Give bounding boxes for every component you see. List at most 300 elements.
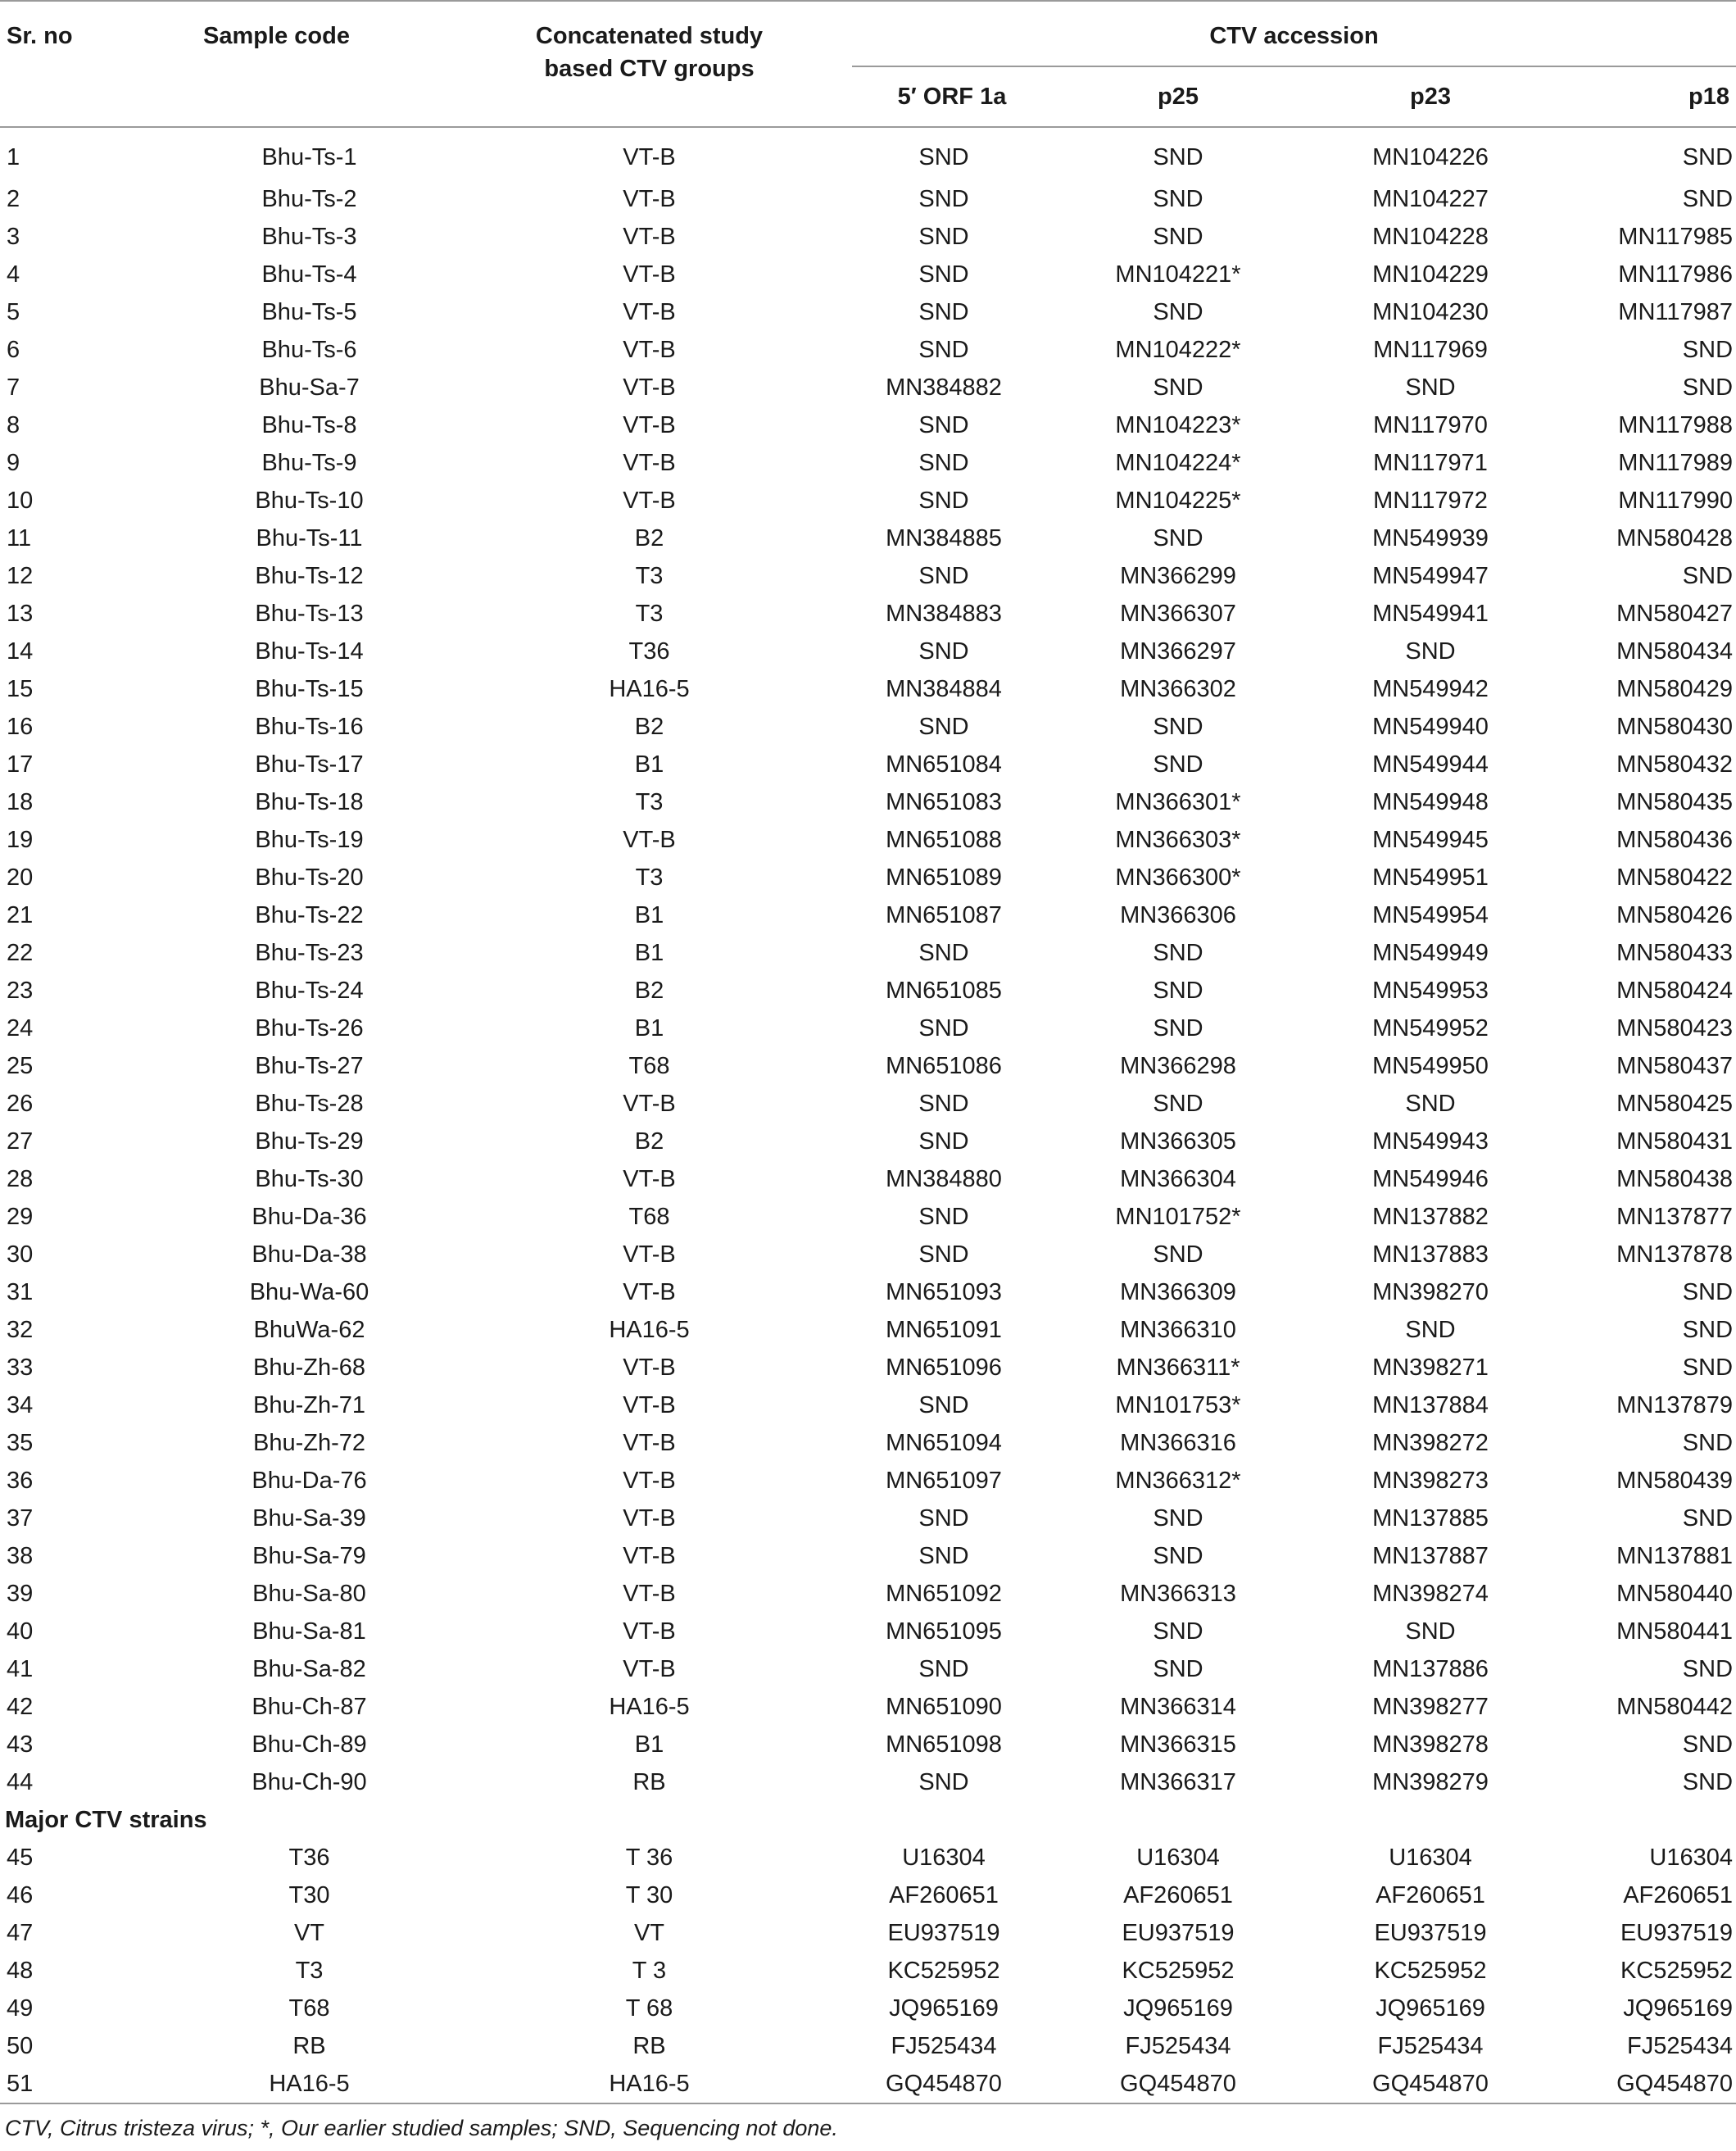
cell-sr-no: 26 [7, 1091, 34, 1117]
cell-sample-code: Bhu-Sa-39 [252, 1505, 366, 1532]
cell-ctv-group: VT-B [623, 1091, 676, 1117]
cell-p23: U16304 [1389, 1845, 1472, 1871]
cell-orf1a: MN651091 [886, 1317, 1002, 1343]
table-row [0, 1763, 1736, 1801]
cell-orf1a: MN651086 [886, 1053, 1002, 1079]
cell-p25: SND [1153, 1505, 1203, 1532]
cell-orf1a: SND [918, 337, 969, 363]
cell-p18: MN580439 [1616, 1468, 1734, 1494]
cell-orf1a: U16304 [902, 1845, 986, 1871]
table-row [0, 670, 1736, 708]
table-row [0, 708, 1736, 746]
table-row [0, 934, 1736, 972]
cell-p25: MN104224* [1115, 450, 1241, 476]
cell-p23: MN549952 [1372, 1015, 1489, 1041]
cell-p25: MN366300* [1115, 864, 1241, 891]
cell-sr-no: 48 [7, 1958, 34, 1984]
cell-ctv-group: B1 [634, 940, 664, 966]
cell-p25: SND [1153, 978, 1203, 1004]
cell-p23: MN117971 [1373, 450, 1488, 476]
cell-sample-code: T68 [288, 1995, 330, 2022]
cell-orf1a: MN651088 [886, 827, 1002, 853]
cell-sr-no: 43 [7, 1731, 34, 1758]
cell-sr-no: 47 [7, 1920, 34, 1946]
cell-p18: SND [1682, 1769, 1734, 1795]
cell-orf1a: MN651085 [886, 978, 1002, 1004]
cell-p23: MN549951 [1372, 864, 1489, 891]
cell-p23: MN549939 [1372, 525, 1489, 551]
cell-ctv-group: VT-B [623, 1581, 676, 1607]
cell-p23: SND [1405, 1618, 1456, 1645]
cell-p18: FJ525434 [1627, 2033, 1734, 2059]
cell-p25: MN101752* [1115, 1204, 1241, 1230]
cell-p18: SND [1682, 1355, 1734, 1381]
table-row [0, 2065, 1736, 2103]
cell-p23: MN549944 [1372, 751, 1489, 778]
cell-p23: MN398270 [1372, 1279, 1489, 1305]
cell-orf1a: MN651093 [886, 1279, 1002, 1305]
cell-p25: MN366301* [1115, 789, 1241, 815]
cell-orf1a: MN651094 [886, 1430, 1002, 1456]
table-row [0, 1537, 1736, 1575]
cell-sr-no: 36 [7, 1468, 34, 1494]
cell-p23: MN137883 [1372, 1241, 1489, 1268]
cell-sample-code: Bhu-Ts-24 [255, 978, 364, 1004]
cell-sample-code: Bhu-Sa-80 [252, 1581, 366, 1607]
cell-p18: MN137877 [1616, 1204, 1734, 1230]
cell-p25: SND [1153, 1656, 1203, 1682]
cell-p25: SND [1153, 299, 1203, 325]
cell-orf1a: SND [918, 1091, 969, 1117]
cell-p25: SND [1153, 374, 1203, 401]
table-row [0, 1386, 1736, 1424]
table-row [0, 1085, 1736, 1123]
table-body [0, 127, 1736, 2103]
table-row [0, 293, 1736, 331]
cell-p25: MN366307 [1120, 601, 1236, 627]
cell-p25: MN104223* [1115, 412, 1241, 438]
table-row [0, 2027, 1736, 2065]
cell-sample-code: Bhu-Ts-2 [261, 186, 357, 212]
header-orf1a: 5′ ORF 1a [897, 84, 1007, 110]
cell-sample-code: Bhu-Ts-14 [255, 638, 364, 665]
cell-p23: MN398277 [1372, 1694, 1489, 1720]
table-row [0, 1236, 1736, 1273]
cell-sr-no: 37 [7, 1505, 34, 1532]
cell-p18: MN580433 [1616, 940, 1734, 966]
table-row [0, 1876, 1736, 1914]
cell-p25: JQ965169 [1123, 1995, 1233, 2022]
cell-p18: MN580429 [1616, 676, 1734, 702]
cell-ctv-group: T3 [635, 601, 664, 627]
cell-sr-no: 8 [7, 412, 20, 438]
header-p23: p23 [1410, 84, 1451, 110]
cell-sample-code: Bhu-Ts-23 [255, 940, 364, 966]
cell-orf1a: MN651083 [886, 789, 1002, 815]
cell-sr-no: 31 [7, 1279, 34, 1305]
header-ctv-groups-line1: Concatenated study [535, 23, 764, 49]
cell-sample-code: Bhu-Ts-8 [261, 412, 357, 438]
cell-sr-no: 22 [7, 940, 34, 966]
cell-p25: SND [1153, 1015, 1203, 1041]
cell-p18: SND [1682, 1279, 1734, 1305]
cell-ctv-group: VT-B [623, 488, 676, 514]
cell-p18: MN580432 [1616, 751, 1734, 778]
header-ctv-groups-line2: based CTV groups [544, 56, 755, 82]
table-row [0, 180, 1736, 218]
cell-ctv-group: T 3 [632, 1958, 667, 1984]
cell-p25: SND [1153, 940, 1203, 966]
cell-p23: MN549949 [1372, 940, 1489, 966]
cell-p18: MN117988 [1618, 412, 1734, 438]
table-header [0, 1, 1736, 127]
cell-p23: FJ525434 [1377, 2033, 1484, 2059]
cell-p18: AF260651 [1623, 1882, 1734, 1908]
cell-orf1a: SND [918, 1543, 969, 1569]
cell-orf1a: SND [918, 1015, 969, 1041]
header-ctv-groups [446, 1, 852, 127]
cell-ctv-group: T3 [635, 864, 664, 891]
section-title: Major CTV strains [5, 1807, 207, 1833]
cell-ctv-group: VT-B [623, 1618, 676, 1645]
cell-sr-no: 16 [7, 714, 34, 740]
cell-sample-code: Bhu-Ts-11 [256, 525, 363, 551]
table-row [0, 896, 1736, 934]
cell-p25: SND [1153, 751, 1203, 778]
cell-p23: MN104229 [1372, 261, 1489, 288]
cell-p25: MN366302 [1120, 676, 1236, 702]
cell-p18: SND [1682, 1430, 1734, 1456]
table-row [0, 1500, 1736, 1537]
cell-sr-no: 14 [7, 638, 34, 665]
cell-p18: MN580440 [1616, 1581, 1734, 1607]
table-row [0, 369, 1736, 406]
cell-sr-no: 2 [7, 186, 20, 212]
cell-p18: SND [1682, 374, 1734, 401]
cell-p23: SND [1405, 1317, 1456, 1343]
cell-p18: MN580434 [1616, 638, 1734, 665]
cell-p18: MN117986 [1618, 261, 1734, 288]
cell-ctv-group: B2 [634, 1128, 664, 1155]
cell-p18: EU937519 [1620, 1920, 1734, 1946]
cell-p25: MN366312* [1115, 1468, 1241, 1494]
cell-orf1a: MN651092 [886, 1581, 1002, 1607]
table-row [0, 1650, 1736, 1688]
cell-sr-no: 7 [7, 374, 20, 401]
cell-ctv-group: T 36 [625, 1845, 673, 1871]
cell-p18: MN580435 [1616, 789, 1734, 815]
cell-p25: SND [1153, 186, 1203, 212]
cell-p25: U16304 [1136, 1845, 1220, 1871]
cell-p25: MN366306 [1120, 902, 1236, 928]
cell-sample-code: Bhu-Sa-7 [259, 374, 360, 401]
cell-orf1a: MN651087 [886, 902, 1002, 928]
cell-sr-no: 30 [7, 1241, 34, 1268]
cell-p18: MN580422 [1616, 864, 1734, 891]
cell-ctv-group: VT-B [623, 1543, 676, 1569]
header-p18: p18 [1688, 84, 1730, 110]
cell-p23: MN104227 [1372, 186, 1489, 212]
cell-sr-no: 50 [7, 2033, 34, 2059]
cell-ctv-group: VT-B [623, 186, 676, 212]
cell-p23: MN117969 [1373, 337, 1488, 363]
cell-ctv-group: VT-B [623, 1656, 676, 1682]
table-row [0, 972, 1736, 1010]
cell-ctv-group: RB [632, 2033, 666, 2059]
cell-p23: SND [1405, 1091, 1456, 1117]
table-row [0, 444, 1736, 482]
cell-p25: MN366314 [1120, 1694, 1236, 1720]
cell-p25: MN366316 [1120, 1430, 1236, 1456]
table-row [0, 1123, 1736, 1160]
cell-p23: MN398279 [1372, 1769, 1489, 1795]
cell-sr-no: 5 [7, 299, 20, 325]
cell-p25: SND [1153, 1543, 1203, 1569]
cell-ctv-group: B1 [634, 751, 664, 778]
cell-ctv-group: HA16-5 [609, 1694, 690, 1720]
table-row [0, 1613, 1736, 1650]
cell-sample-code: Bhu-Ts-16 [255, 714, 364, 740]
cell-sample-code: T3 [295, 1958, 324, 1984]
cell-orf1a: MN651098 [886, 1731, 1002, 1758]
cell-orf1a: SND [918, 1241, 969, 1268]
cell-p25: SND [1153, 1091, 1203, 1117]
cell-p25: MN104225* [1115, 488, 1241, 514]
cell-p23: SND [1405, 374, 1456, 401]
cell-orf1a: SND [918, 563, 969, 589]
cell-sr-no: 32 [7, 1317, 34, 1343]
cell-sample-code: Bhu-Ts-6 [261, 337, 357, 363]
cell-p18: SND [1682, 337, 1734, 363]
cell-sample-code: BhuWa-62 [253, 1317, 365, 1343]
table-row [0, 1160, 1736, 1198]
cell-ctv-group: VT-B [623, 224, 676, 250]
table-row [0, 1952, 1736, 1990]
cell-orf1a: SND [918, 638, 969, 665]
cell-p23: MN549941 [1372, 601, 1489, 627]
cell-p23: MN137882 [1372, 1204, 1489, 1230]
cell-sr-no: 39 [7, 1581, 34, 1607]
cell-sample-code: Bhu-Ch-89 [252, 1731, 367, 1758]
cell-p23: MN398272 [1372, 1430, 1489, 1456]
cell-sample-code: Bhu-Ts-10 [255, 488, 364, 514]
cell-sample-code: Bhu-Ts-13 [255, 601, 364, 627]
cell-sr-no: 23 [7, 978, 34, 1004]
cell-orf1a: SND [918, 144, 969, 170]
cell-p25: SND [1153, 1241, 1203, 1268]
cell-p25: MN366299 [1120, 563, 1236, 589]
cell-sr-no: 27 [7, 1128, 34, 1155]
cell-p25: MN366311* [1116, 1355, 1240, 1381]
cell-p25: SND [1153, 1618, 1203, 1645]
cell-orf1a: SND [918, 1204, 969, 1230]
table-row [0, 1047, 1736, 1085]
cell-orf1a: SND [918, 224, 969, 250]
cell-p23: KC525952 [1374, 1958, 1487, 1984]
cell-sr-no: 45 [7, 1845, 34, 1871]
cell-ctv-group: RB [632, 1769, 666, 1795]
cell-sample-code: Bhu-Ts-29 [255, 1128, 364, 1155]
cell-p23: SND [1405, 638, 1456, 665]
table-row [0, 1311, 1736, 1349]
cell-sr-no: 25 [7, 1053, 34, 1079]
cell-p18: MN580425 [1616, 1091, 1734, 1117]
cell-p18: MN117985 [1618, 224, 1734, 250]
section-row [0, 1801, 1736, 1839]
cell-p23: MN549954 [1372, 902, 1489, 928]
table-row [0, 1273, 1736, 1311]
cell-p18: GQ454870 [1557, 2065, 1736, 2103]
cell-ctv-group: VT-B [623, 1468, 676, 1494]
cell-ctv-group: HA16-5 [446, 2065, 852, 2103]
cell-p23: MN549942 [1372, 676, 1489, 702]
cell-sample-code: Bhu-Zh-68 [252, 1355, 365, 1381]
cell-p18: KC525952 [1620, 1958, 1734, 1984]
cell-ctv-group: B2 [634, 714, 664, 740]
cell-p25: SND [1153, 525, 1203, 551]
cell-ctv-group: VT-B [623, 827, 676, 853]
cell-sr-no: 15 [7, 676, 34, 702]
cell-ctv-group: VT-B [623, 1392, 676, 1418]
cell-p23: MN117972 [1373, 488, 1488, 514]
cell-ctv-group: T 30 [625, 1882, 673, 1908]
cell-p18: MN580441 [1616, 1618, 1734, 1645]
cell-orf1a: SND [918, 412, 969, 438]
table-row [0, 1462, 1736, 1500]
cell-sample-code: Bhu-Da-76 [252, 1468, 367, 1494]
cell-orf1a: MN651096 [886, 1355, 1002, 1381]
table-row [0, 520, 1736, 557]
cell-sr-no: 9 [7, 450, 20, 476]
cell-sample-code: Bhu-Sa-81 [252, 1618, 366, 1645]
cell-ctv-group: VT [633, 1920, 665, 1946]
cell-ctv-group: VT-B [623, 1241, 676, 1268]
cell-sample-code: Bhu-Da-38 [252, 1241, 367, 1268]
cell-ctv-group: VT-B [623, 450, 676, 476]
cell-sample-code: Bhu-Zh-71 [252, 1392, 365, 1418]
cell-orf1a: MN651095 [886, 1618, 1002, 1645]
cell-p25: MN104221* [1115, 261, 1241, 288]
cell-p18: SND [1682, 563, 1734, 589]
cell-ctv-group: T68 [628, 1204, 670, 1230]
cell-p25: MN366317 [1120, 1769, 1236, 1795]
cell-p18: MN580442 [1616, 1694, 1734, 1720]
cell-p18: MN580424 [1616, 978, 1734, 1004]
cell-p18: MN580431 [1616, 1128, 1734, 1155]
cell-sr-no: 46 [7, 1882, 34, 1908]
cell-orf1a: SND [918, 261, 969, 288]
cell-sr-no: 49 [7, 1995, 34, 2022]
cell-p23: MN104230 [1372, 299, 1489, 325]
cell-ctv-group: B1 [634, 1015, 664, 1041]
cell-p23: MN137887 [1372, 1543, 1489, 1569]
cell-p25: MN366315 [1120, 1731, 1236, 1758]
cell-p18: MN580430 [1616, 714, 1734, 740]
cell-orf1a: EU937519 [887, 1920, 1000, 1946]
table-row [0, 256, 1736, 293]
cell-p18: MN117987 [1618, 299, 1734, 325]
table-row [0, 859, 1736, 896]
cell-sample-code: Bhu-Ts-30 [255, 1166, 364, 1192]
cell-p23: MN549940 [1372, 714, 1489, 740]
cell-p18: MN117989 [1618, 450, 1734, 476]
cell-p25: MN104222* [1115, 337, 1241, 363]
table-row [0, 1726, 1736, 1763]
table-row [0, 127, 1736, 180]
cell-p23: MN549947 [1372, 563, 1489, 589]
cell-ctv-group: HA16-5 [609, 676, 690, 702]
cell-p18: MN580423 [1616, 1015, 1734, 1041]
cell-p18: MN137879 [1616, 1392, 1734, 1418]
table-row [0, 482, 1736, 520]
cell-sr-no: 51 [0, 2065, 107, 2103]
cell-ctv-group: VT-B [623, 299, 676, 325]
header-ctv-accession: CTV accession [852, 1, 1736, 66]
cell-p23: GQ454870 [1304, 2065, 1557, 2103]
cell-sr-no: 11 [7, 525, 32, 551]
cell-sr-no: 38 [7, 1543, 34, 1569]
cell-p23: MN137884 [1372, 1392, 1489, 1418]
cell-p23: MN398273 [1372, 1468, 1489, 1494]
cell-p25: EU937519 [1122, 1920, 1235, 1946]
cell-orf1a: SND [918, 186, 969, 212]
cell-p18: MN580436 [1616, 827, 1734, 853]
cell-p25: MN366310 [1120, 1317, 1236, 1343]
cell-sr-no: 6 [7, 337, 20, 363]
cell-p25: MN366303* [1115, 827, 1241, 853]
table-row [0, 1914, 1736, 1952]
header-sample-code: Sample code [203, 23, 350, 49]
table-row [0, 1424, 1736, 1462]
header-sr-no: Sr. no [7, 23, 73, 49]
cell-sr-no: 42 [7, 1694, 34, 1720]
cell-p25: MN366298 [1120, 1053, 1236, 1079]
cell-p25: FJ525434 [1125, 2033, 1231, 2059]
cell-ctv-group: B1 [634, 1731, 664, 1758]
cell-p23: MN398271 [1372, 1355, 1489, 1381]
cell-sr-no: 1 [7, 144, 20, 170]
cell-p25: MN366304 [1120, 1166, 1236, 1192]
cell-orf1a: MN651090 [886, 1694, 1002, 1720]
cell-ctv-group: B2 [634, 978, 664, 1004]
cell-p18: SND [1682, 1317, 1734, 1343]
cell-p18: MN580427 [1616, 601, 1734, 627]
cell-sample-code: Bhu-Ts-1 [261, 144, 357, 170]
cell-ctv-group: VT-B [623, 374, 676, 401]
cell-orf1a: MN651084 [886, 751, 1002, 778]
cell-sr-no: 28 [7, 1166, 34, 1192]
cell-p25: SND [1153, 224, 1203, 250]
cell-sr-no: 35 [7, 1430, 34, 1456]
cell-p18: MN580426 [1616, 902, 1734, 928]
table-row [0, 783, 1736, 821]
cell-p23: JQ965169 [1376, 1995, 1485, 2022]
cell-p18: SND [1682, 1731, 1734, 1758]
cell-orf1a: SND [918, 299, 969, 325]
cell-p18: U16304 [1649, 1845, 1734, 1871]
cell-sr-no: 10 [7, 488, 34, 514]
table-row [0, 557, 1736, 595]
table-row [0, 331, 1736, 369]
cell-sr-no: 44 [7, 1769, 34, 1795]
cell-sample-code: Bhu-Ts-12 [255, 563, 364, 589]
cell-p23: MN549948 [1372, 789, 1489, 815]
cell-sample-code: Bhu-Ts-3 [261, 224, 357, 250]
cell-ctv-group: VT-B [623, 337, 676, 363]
cell-orf1a: SND [918, 1656, 969, 1682]
cell-orf1a: MN384883 [886, 601, 1002, 627]
cell-ctv-group: VT-B [623, 1279, 676, 1305]
